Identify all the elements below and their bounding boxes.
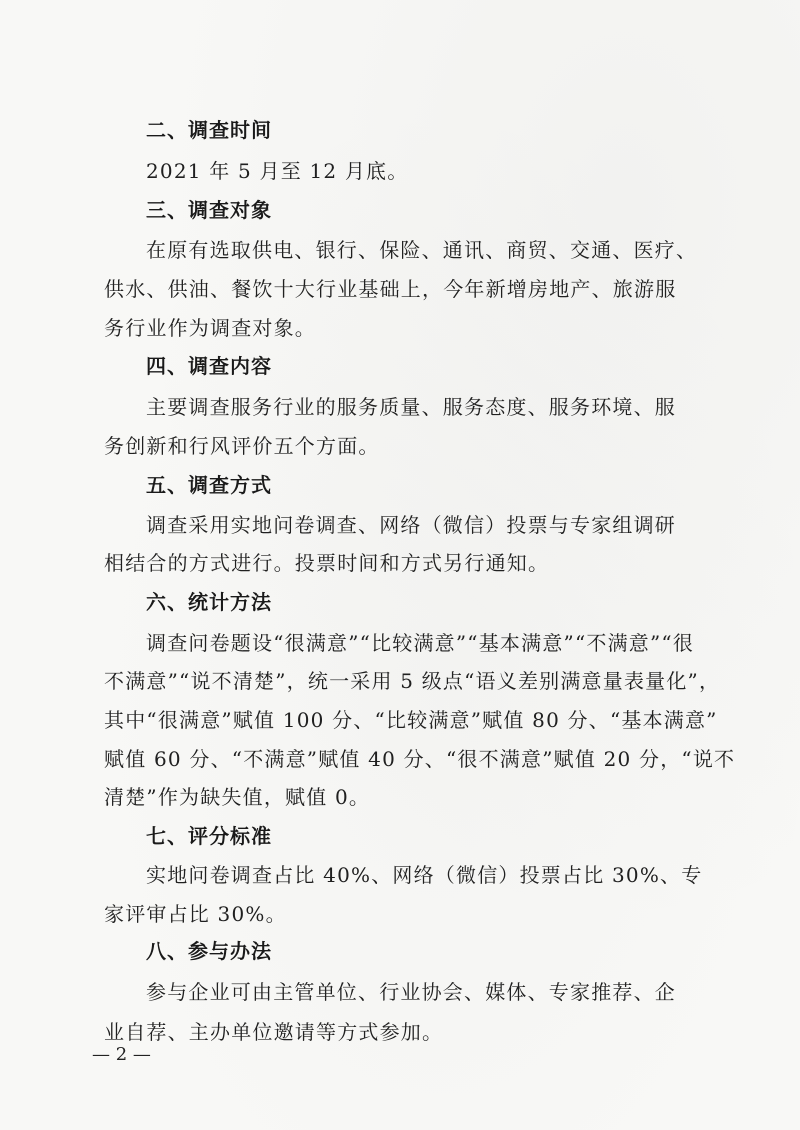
paragraph-line: 务创新和行风评价五个方面。	[104, 434, 380, 458]
page-number: — 2 —	[92, 1044, 151, 1065]
section-heading-survey-method: 五、调查方式	[146, 473, 272, 497]
section-heading-participation: 八、参与办法	[146, 939, 272, 963]
section-heading-scoring-standard: 七、评分标准	[146, 824, 272, 848]
paragraph-line: 清楚”作为缺失值，赋值 0。	[104, 785, 371, 809]
paragraph-line: 调查问卷题设“很满意”“比较满意”“基本满意”“不满意”“很	[146, 631, 695, 655]
paragraph-line: 不满意”“说不清楚”，统一采用 5 级点“语义差别满意量表量化”，	[104, 669, 721, 693]
paragraph-line: 参与企业可由主管单位、行业协会、媒体、专家推荐、企	[146, 980, 676, 1004]
section-heading-survey-time: 二、调查时间	[146, 118, 272, 142]
paragraph-line: 务行业作为调查对象。	[104, 316, 316, 340]
section-heading-statistics-method: 六、统计方法	[146, 590, 272, 614]
paragraph-line: 供水、供油、餐饮十大行业基础上，今年新增房地产、旅游服	[104, 277, 677, 301]
paragraph-line: 实地问卷调查占比 40%、网络（微信）投票占比 30%、专	[146, 863, 703, 887]
section-heading-survey-content: 四、调查内容	[146, 354, 272, 378]
paragraph-line: 家评审占比 30%。	[104, 902, 287, 926]
paragraph-line: 主要调查服务行业的服务质量、服务态度、服务环境、服	[146, 395, 676, 419]
paragraph-line: 业自荐、主办单位邀请等方式参加。	[104, 1020, 444, 1044]
paragraph-line: 相结合的方式进行。投票时间和方式另行通知。	[104, 551, 550, 575]
paragraph-line: 赋值 60 分、“不满意”赋值 40 分、“很不满意”赋值 20 分，“说不	[104, 747, 736, 771]
paragraph-line: 其中“很满意”赋值 100 分、“比较满意”赋值 80 分、“基本满意”	[104, 708, 718, 732]
paragraph-line: 调查采用实地问卷调查、网络（微信）投票与专家组调研	[146, 513, 676, 537]
paragraph-line: 在原有选取供电、银行、保险、通讯、商贸、交通、医疗、	[146, 238, 698, 262]
paragraph-line: 2021 年 5 月至 12 月底。	[146, 159, 409, 183]
section-heading-survey-target: 三、调查对象	[146, 198, 272, 222]
